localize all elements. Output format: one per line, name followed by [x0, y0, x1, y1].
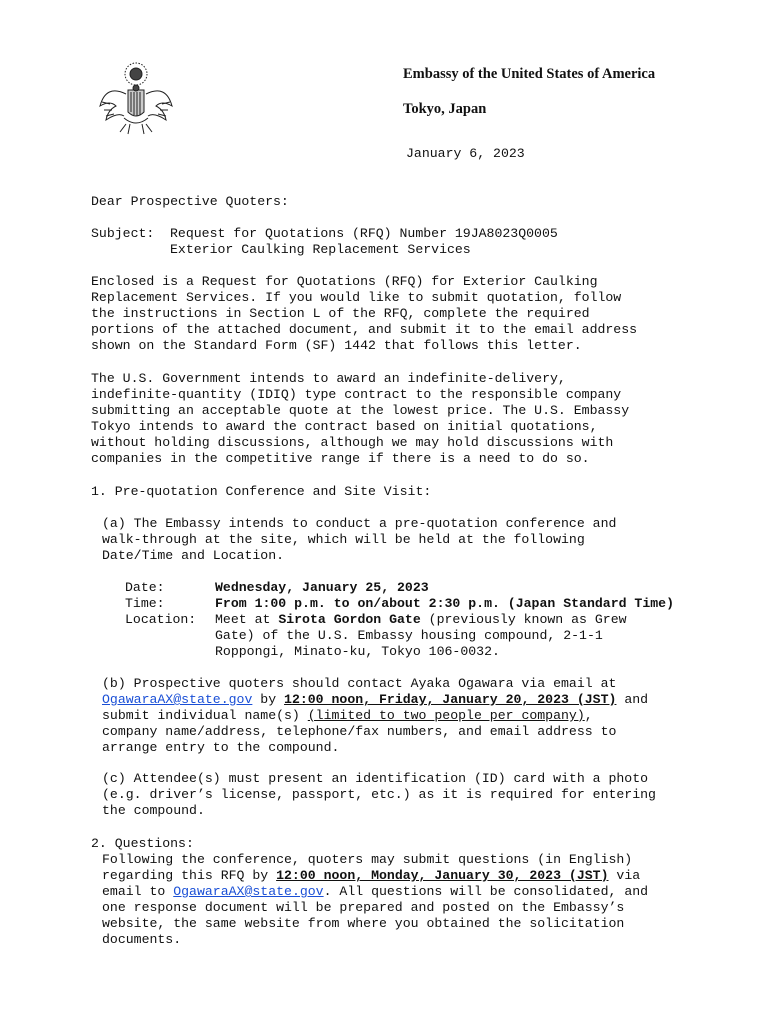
date-label: Date: [125, 580, 165, 595]
salutation: Dear Prospective Quoters: [91, 194, 289, 209]
text-line: (c) Attendee(s) must present an identification (ID) card with a photo [102, 771, 649, 786]
text-line: companies in the competitive range if there is a need to do so. [91, 451, 590, 466]
text-line: walk-through at the site, which will be held at the following [102, 532, 585, 547]
location-line-3: Roppongi, Minato-ku, Tokyo 106-0032. [215, 644, 500, 659]
date-value: Wednesday, January 25, 2023 [215, 580, 429, 595]
text-line: Following the conference, quoters may submit questions (in English) [102, 852, 633, 867]
section-1-heading: 1. Pre-quotation Conference and Site Visit: [91, 484, 432, 499]
text-fragment: email to [102, 884, 174, 899]
text-line: arrange entry to the compound. [102, 740, 340, 755]
text-line: The U.S. Government intends to award an indefinite-delivery, [91, 371, 566, 386]
text-fragment: regarding this RFQ by [102, 868, 277, 883]
text-line [102, 692, 648, 708]
text-line [102, 708, 593, 724]
text-fragment: , [584, 708, 593, 723]
text-line: portions of the attached document, and submit it to the email address [91, 322, 638, 337]
text-line: the instructions in Section L of the RFQ, complete the required [91, 306, 590, 321]
location-label: Location: [125, 612, 197, 627]
text-line: Date/Time and Location. [102, 548, 285, 563]
attendee-deadline: 12:00 noon, Friday, January 20, 2023 (JST) [284, 692, 617, 707]
embassy-name: Embassy of the United States of America [403, 66, 656, 82]
text-fragment: and [616, 692, 649, 707]
text-line: Tokyo intends to award the contract based on initial quotations, [91, 419, 598, 434]
text-fragment: . All questions will be consolidated, and [323, 884, 649, 899]
time-label: Time: [125, 596, 165, 611]
letter-date: January 6, 2023 [406, 146, 525, 161]
text-line [102, 868, 640, 884]
text-line: one response document will be prepared and posted on the Embassy’s [102, 900, 625, 915]
contact-email-link[interactable]: OgawaraAX@state.gov [102, 692, 253, 707]
location-rest: (previously known as Grew [420, 612, 627, 627]
text-line: Enclosed is a Request for Quotations (RFQ) for Exterior Caulking [91, 274, 598, 289]
location-prefix: Meet at [215, 612, 279, 627]
section-2-heading: 2. Questions: [91, 836, 194, 851]
text-line: submitting an acceptable quote at the lowest price. The U.S. Embassy [91, 403, 630, 418]
text-line: (a) The Embassy intends to conduct a pre-quotation conference and [102, 516, 617, 531]
embassy-seal-icon [96, 54, 176, 138]
text-fragment: by [252, 692, 285, 707]
questions-email-link[interactable]: OgawaraAX@state.gov [173, 884, 324, 899]
text-line: company name/address, telephone/fax numbers, and email address to [102, 724, 617, 739]
embassy-city: Tokyo, Japan [403, 101, 487, 117]
questions-deadline: 12:00 noon, Monday, January 30, 2023 (JST) [276, 868, 609, 883]
text-fragment: via [608, 868, 641, 883]
text-line: without holding discussions, although we may hold discussions with [91, 435, 614, 450]
text-line: shown on the Standard Form (SF) 1442 that follows this letter. [91, 338, 582, 353]
text-line: website, the same website from where you obtained the solicitation [102, 916, 625, 931]
location-gate: Sirota Gordon Gate [278, 612, 421, 627]
text-line [102, 884, 648, 900]
text-line: indefinite-quantity (IDIQ) type contract to the responsible company [91, 387, 622, 402]
text-fragment: submit individual name(s) [102, 708, 308, 723]
text-line: (e.g. driver’s license, passport, etc.) as it is required for entering [102, 787, 656, 802]
time-value: From 1:00 p.m. to on/about 2:30 p.m. (Japan Standard Time) [215, 596, 674, 611]
text-line: Replacement Services. If you would like to submit quotation, follow [91, 290, 622, 305]
subject-label: Subject: [91, 226, 155, 241]
text-line: documents. [102, 932, 182, 947]
location-line-1 [215, 612, 627, 628]
attendee-limit: (limited to two people per company) [307, 708, 585, 723]
subject-line-2: Exterior Caulking Replacement Services [170, 242, 471, 257]
subject-line-1: Request for Quotations (RFQ) Number 19JA8023Q0005 [170, 226, 558, 241]
text-line: (b) Prospective quoters should contact Ayaka Ogawara via email at [102, 676, 617, 691]
location-line-2: Gate) of the U.S. Embassy housing compound, 2-1-1 [215, 628, 603, 643]
text-line: the compound. [102, 803, 205, 818]
